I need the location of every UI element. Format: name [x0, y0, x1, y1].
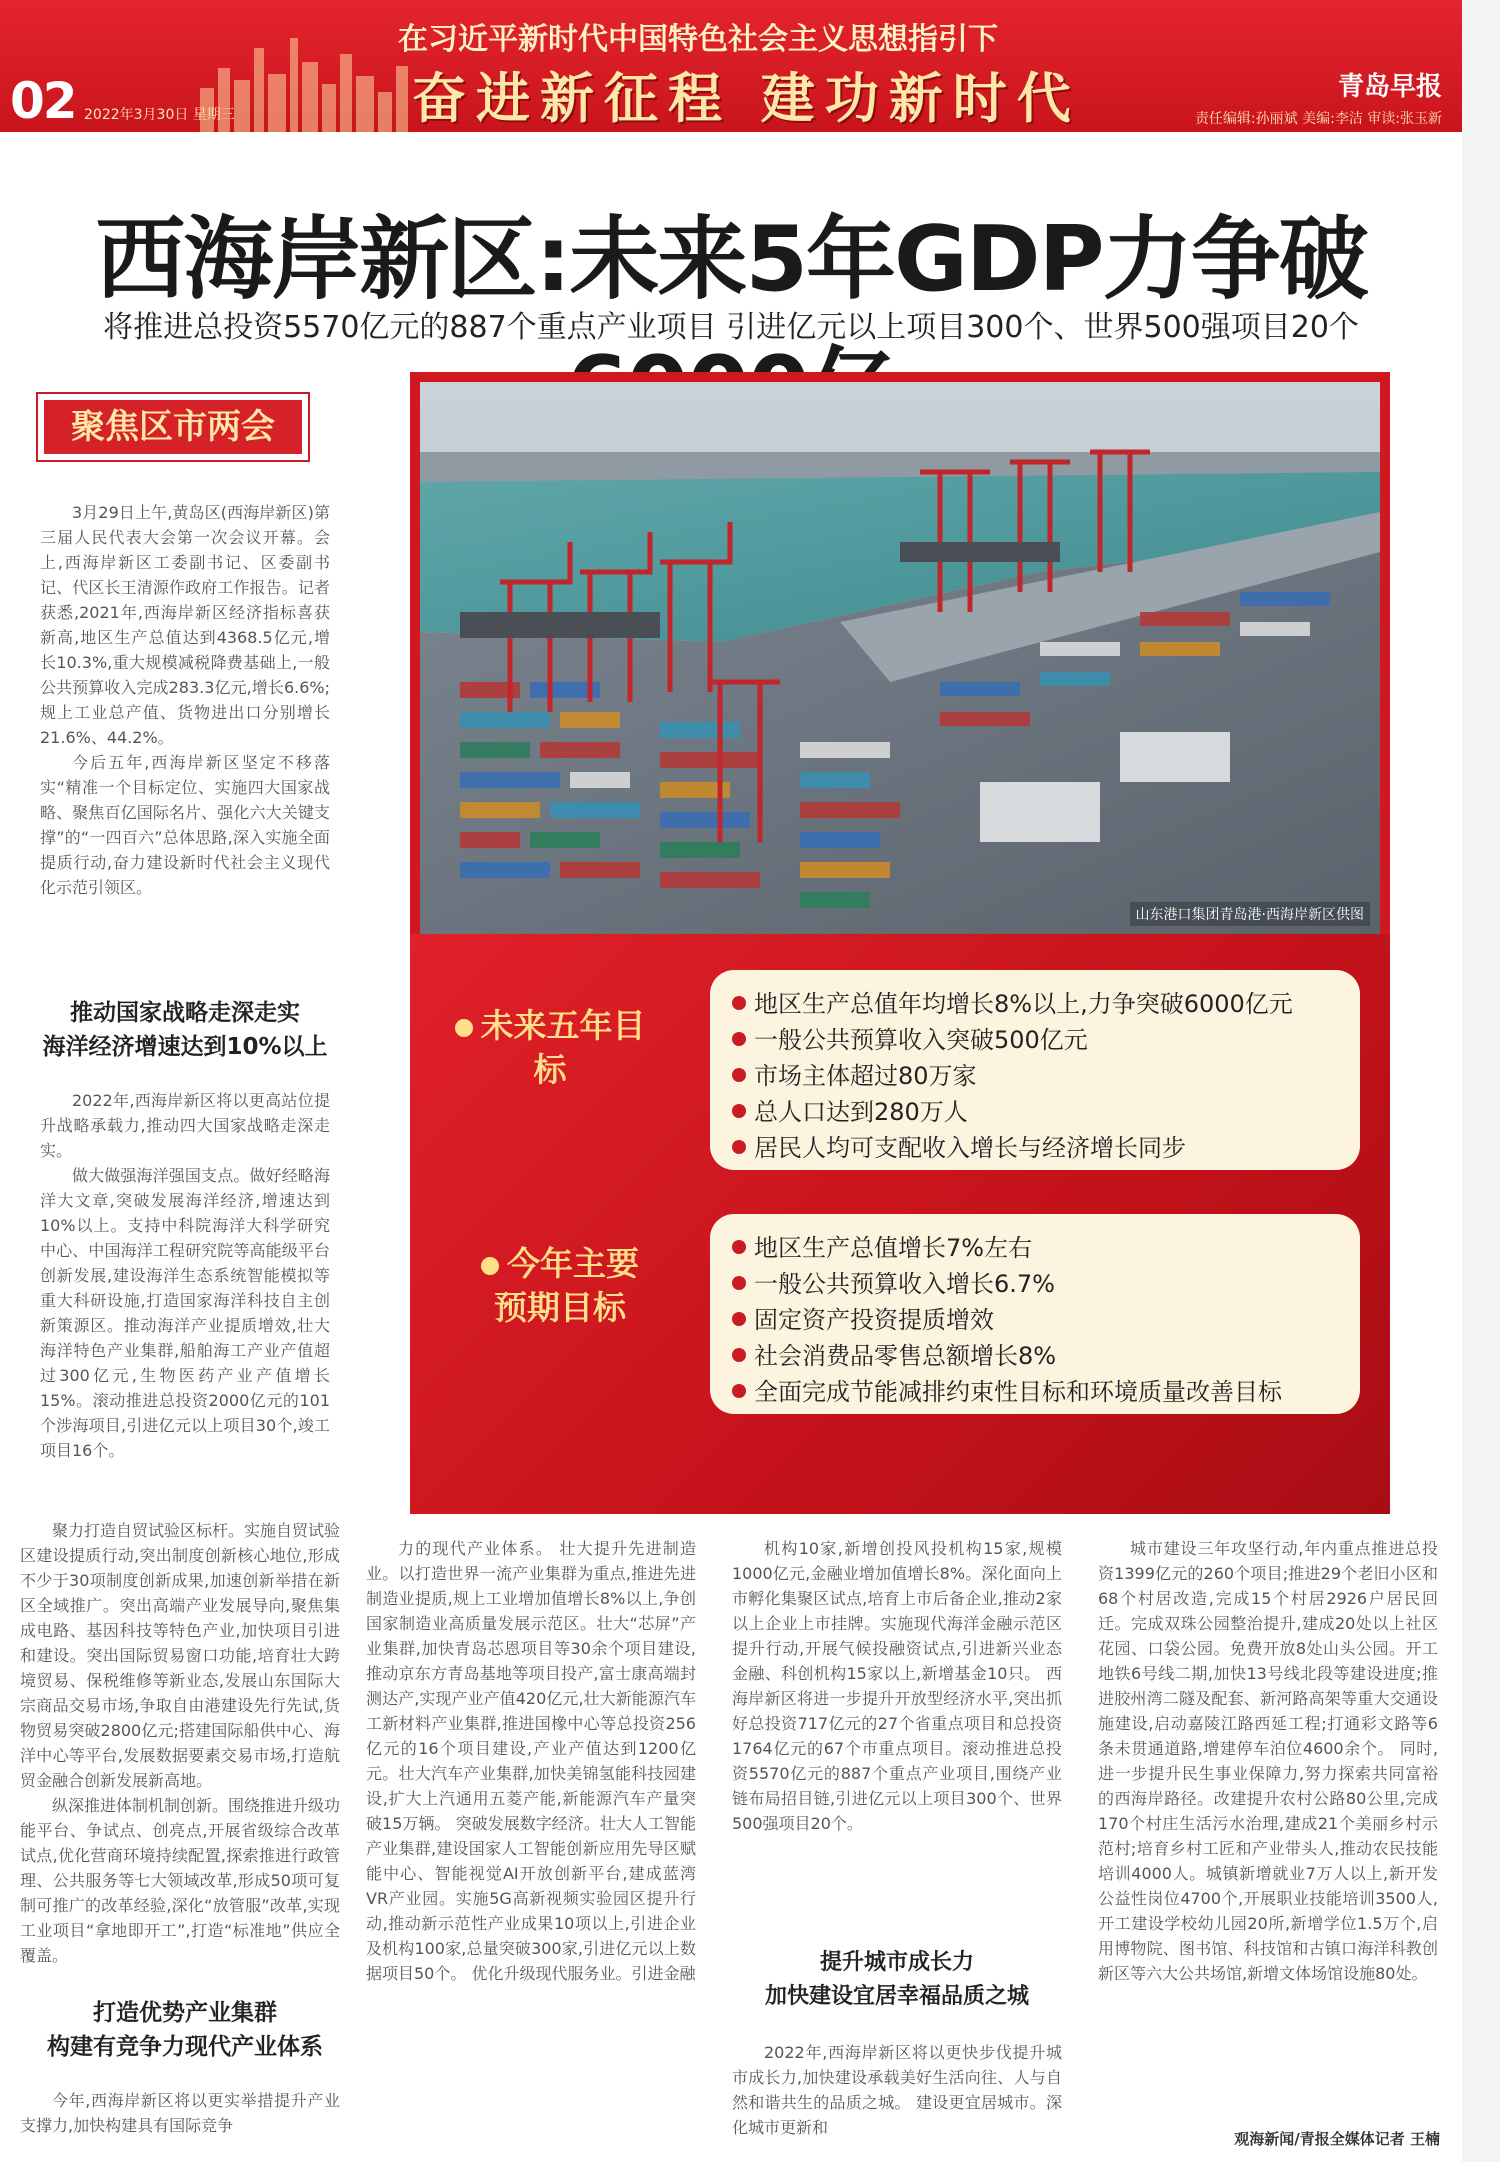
column-4-text [1098, 1536, 1438, 2122]
strategy-paragraph-1: 2022年,西海岸新区将以更高站位提升战略承载力,推动四大国家战略走深走实。 [40, 1091, 330, 1160]
left-paragraph-4: 纵深推进体制机制创新。围绕推进升级功能平台、争试点、创亮点,开展省级综合改革试点,优化营商环境持续配置,探索推进行政管理、公共服务等七大领域改革,形成50项可复制可推广的改革经验,深化“放管服”改革,实现工业项目“拿地即开工”,打造“标准地”供应全覆盖。 [20, 1796, 341, 1965]
future-goal-item: 一般公共预算收入突破500亿元 [732, 1022, 1338, 1058]
year-goals-list [732, 1230, 1338, 1410]
future-goals-list [732, 986, 1338, 1166]
future-goal-item: 居民人均可支配收入增长与经济增长同步 [732, 1130, 1338, 1166]
year-goal-item: 全面完成节能减排约束性目标和环境质量改善目标 [732, 1374, 1338, 1410]
year-goals-heading-line1: 今年主要 [507, 1244, 639, 1283]
industry-paragraph: 今年,西海岸新区将以更实举措提升产业支撑力,加快构建具有国际竞争 [20, 2091, 340, 2135]
page-number: 02 [10, 72, 76, 130]
section-tag [36, 392, 310, 462]
goals-area [410, 934, 1390, 1514]
column-4-paragraph: 城市建设三年攻坚行动,年内重点推进总投资1399亿元的260个项目;推进29个老旧小区和68个村居改造,完成15个村居2926户居民回迁。完成双珠公园整治提升,建成20处以上社区花园、口袋公园。免费开放8处山头公园。开工地铁6号线二期,加快13号线北段等建设进度;推进胶州湾二隧及配套、新河路高架等重大交通设施建设,启动嘉陵江路西延工程;打通彩文路等6条未贯通道路,增建停车泊位4600余个。 同时,进一步提升民生事业保障力,努力探索共同富裕的西海岸路径。改建提升农村公路80公里,完成170个村庄生活污水治理,建成21个美丽乡村示范村;培育乡村工匠和产业带头人,推动农民技能培训4000人。城镇新增就业7万人以上,新开发公益性岗位4700个,开展职业技能培训3500人,开工建设学校幼儿园20所,新增学位1.5万个,启用博物院、图书馆、科技馆和古镇口海洋科教创新区等六大公共场馆,新增文体场馆设施80处。 [1098, 1539, 1438, 1983]
column-3-paragraph: 机构10家,新增创投风投机构15家,规模1000亿元,金融业增加值增长8%。深化面向上市孵化集聚区试点,培育上市后备企业,推动2家以上企业上市挂牌。实施现代海洋金融示范区提升行动,开展气候投融资试点,引进新兴业态金融、科创机构15家以上,新增基金10只。 西海岸新区将进一步提升开放型经济水平,突出抓好总投资717亿元的27个省重点项目和总投资1764亿元的67个市重点项目。滚动推进总投资5570亿元的887个重点产业项目,围绕产业链布局招目链,引进亿元以上项目300个、世界500强项目20个。 [732, 1539, 1062, 1833]
subtitle-strategy-line2: 海洋经济增速达到10%以上 [42, 1034, 328, 1060]
strategy-text [40, 1088, 330, 1463]
year-goals-heading-line2: 预期目标 [494, 1288, 626, 1327]
intro-paragraph-2: 今后五年,西海岸新区坚定不移落实“精准一个目标定位、实施四大国家战略、聚焦百亿国际名片、强化六大关键支撑”的“一四百六”总体思路,深入实施全面提质行动,奋力建设新时代社会主义现代化示范引领区。 [40, 753, 330, 897]
issue-date: 2022年3月30日 星期三 [84, 107, 235, 123]
future-goal-item: 市场主体超过80万家 [732, 1058, 1338, 1094]
section-tag-label: 聚焦区市两会 [44, 400, 302, 454]
year-goals-heading [460, 1242, 660, 1330]
future-goals-heading [450, 1004, 650, 1092]
column-3-text [732, 1536, 1062, 1936]
editor-credits: 责任编辑:孙丽斌 美编:李洁 审读:张玉新 [1194, 111, 1442, 127]
future-goals-box [710, 970, 1360, 1170]
strategy-paragraph-2: 做大做强海洋强国支点。做好经略海洋大文章,突破发展海洋经济,增速达到10%以上。支持中科院海洋大科学研究中心、中国海洋工程研究院等高能级平台创新发展,建设海洋生态系统智能模拟等重大科研设施,打造国家海洋科技自主创新策源区。推动海洋产业提质增效,壮大海洋特色产业集群,船舶海工产业产值超过300亿元,生物医药产业产值增长15%。滚动推进总投资2000亿元的101个涉海项目,引进亿元以上项目30个,竣工项目16个。 [40, 1166, 330, 1460]
sub-headline: 将推进总投资5570亿元的887个重点产业项目 引进亿元以上项目300个、世界500强项目20个 [103, 310, 1359, 345]
reporter-credit: 观海新闻/青报全媒体记者 王楠 [1234, 2130, 1440, 2148]
year-goal-item: 社会消费品零售总额增长8% [732, 1338, 1338, 1374]
port-photo-image [420, 382, 1380, 934]
subtitle-city-line1: 提升城市成长力 [819, 1950, 974, 1975]
intro-paragraph: 3月29日上午,黄岛区(西海岸新区)第三届人民代表大会第一次会议开幕。会上,西海岸新区工委副书记、区委副书记、代区长王清源作政府工作报告。记者获悉,2021年,西海岸新区经济指标喜获新高,地区生产总值达到4368.5亿元,增长10.3%,重大规模减税降费基础上,一般公共预算收入完成283.3亿元,增长6.6%;规上工业总产值、货物进出口分别增长21.6%、44.2%。 [40, 503, 330, 747]
column-2-paragraph: 力的现代产业体系。 壮大提升先进制造业。以打造世界一流产业集群为重点,推进先进制造业提质,规上工业增加值增长8%以上,争创国家制造业高质量发展示范区。壮大“芯屏”产业集群,加快青岛芯恩项目等30余个项目建设,推动京东方青岛基地等项目投产,富士康高端封测达产,实现产业产值420亿元,壮大新能源汽车工新材料产业集群,推进国橡中心等总投资256亿元的16个项目建设,产业产值达到1200亿元。壮大汽车产业集群,加快美锦氢能科技园建设,扩大上汽通用五菱产能,新能源汽车产量突破15万辆。 突破发展数字经济。壮大人工智能产业集群,建设国家人工智能创新应用先导区赋能中心、智能视觉AI开放创新平台,建成蓝湾VR产业园。实施5G高新视频实验园区提升行动,推动新示范性产业成果10项以上,引进企业及机构100家,总量突破300家,引进亿元以上数据项目50个。 优化升级现代服务业。引进金融 [366, 1539, 696, 1983]
future-goals-heading-text: 未来五年目标 [480, 1006, 646, 1089]
column-3-lower-paragraph: 2022年,西海岸新区将以更快步伐提升城市成长力,加快建设承载美好生活向往、人与自然和谐共生的品质之城。 建设更宜居城市。深化城市更新和 [732, 2043, 1062, 2137]
subtitle-city [732, 1946, 1062, 2014]
intro-text [40, 500, 330, 900]
photo-caption: 山东港口集团青岛港·西海岸新区供图 [1130, 902, 1370, 926]
future-goal-item: 地区生产总值年均增长8%以上,力争突破6000亿元 [732, 986, 1338, 1022]
port-photo [420, 382, 1380, 934]
column-3-lower-text [732, 2040, 1062, 2150]
banner-slogan: 在习近平新时代中国特色社会主义思想指引下 [398, 22, 998, 57]
year-goal-item: 地区生产总值增长7%左右 [732, 1230, 1338, 1266]
subtitle-strategy [20, 996, 350, 1064]
column-2-text [366, 1536, 696, 2136]
subtitle-city-line2: 加快建设宜居幸福品质之城 [764, 1984, 1029, 2009]
newspaper-logo: 青岛早报 [1337, 72, 1442, 102]
year-goal-item: 固定资产投资提质增效 [732, 1302, 1338, 1338]
main-headline: 西海岸新区:未来5年GDP力争破 [95, 207, 1367, 312]
subtitle-industry [20, 1996, 350, 2064]
industry-text [20, 2088, 340, 2138]
subtitle-industry-line1: 打造优势产业集群 [93, 2000, 277, 2026]
banner-title: 奋进新征程 建功新时代 [412, 66, 1081, 130]
left-column-text [20, 1518, 340, 1968]
subtitle-strategy-line1: 推动国家战略走深走实 [70, 1000, 300, 1026]
page-edge [1462, 0, 1500, 2162]
bullet-dot-icon [455, 1019, 473, 1037]
future-goal-item: 总人口达到280万人 [732, 1094, 1338, 1130]
year-goal-item: 一般公共预算收入增长6.7% [732, 1266, 1338, 1302]
masthead-banner [0, 0, 1462, 132]
year-goals-box [710, 1214, 1360, 1414]
left-paragraph-3: 聚力打造自贸试验区标杆。实施自贸试验区建设提质行动,突出制度创新核心地位,形成不少于30项制度创新成果,加速创新举措在新区全域推广。突出高端产业发展导向,聚焦集成电路、基因科技等特色产业,加快项目引进和建设。突出国际贸易窗口功能,培育壮大跨境贸易、保税维修等新业态,发展山东国际大宗商品交易市场,争取自由港建设先行先试,货物贸易突破2800亿元;搭建国际船供中心、海洋中心等平台,发展数据要素交易市场,打造航贸金融合创新发展新高地。 [20, 1521, 341, 1790]
subtitle-industry-line2: 构建有竞争力现代产业体系 [47, 2034, 323, 2060]
bullet-dot-icon [481, 1257, 499, 1275]
feature-panel [410, 372, 1390, 1514]
